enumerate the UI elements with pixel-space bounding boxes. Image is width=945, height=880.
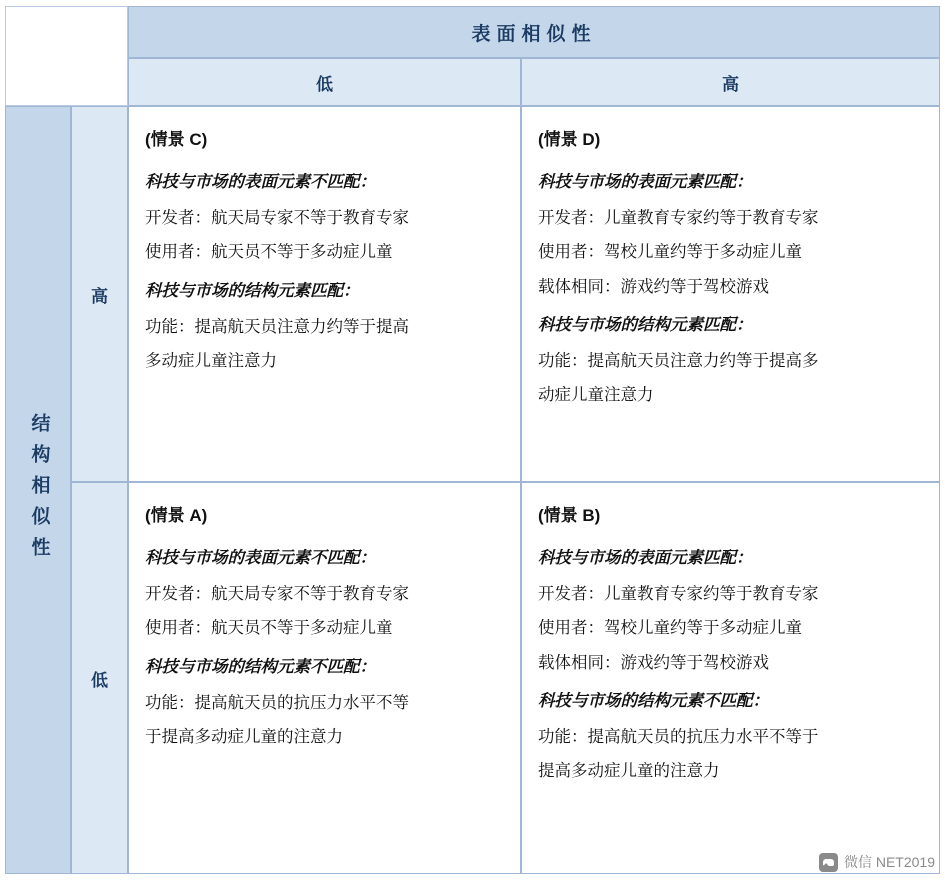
quadrant-a-structure-line: 功能：提高航天员的抗压力水平不等 xyxy=(145,693,409,712)
quadrant-d-surface-line: 使用者：驾校儿童约等于多动症儿童 xyxy=(538,243,802,262)
quadrant-a-structure-line: 于提高多动症儿童的注意力 xyxy=(145,728,343,746)
quadrant-c-structure-line: 功能：提高航天员注意力约等于提高 xyxy=(145,317,409,336)
quadrant-d-surface-label: 科技与市场的表面元素匹配： xyxy=(538,173,753,192)
quadrant-c-structure-line: 多动症儿童注意力 xyxy=(145,352,277,370)
quadrant-a xyxy=(128,482,521,874)
row-header-high xyxy=(71,106,128,482)
wechat-icon xyxy=(819,853,838,872)
quadrant-d-structure-line: 功能：提高航天员注意力约等于提高多 xyxy=(538,352,819,370)
quadrant-a-surface-label: 科技与市场的表面元素不匹配： xyxy=(145,549,376,568)
comparison-matrix xyxy=(5,6,940,874)
quadrant-c-surface-line: 使用者：航天员不等于多动症儿童 xyxy=(145,243,393,262)
quadrant-c-surface-label: 科技与市场的表面元素不匹配： xyxy=(145,173,376,192)
row-header-high-label: 高 xyxy=(91,286,108,306)
quadrant-d xyxy=(521,106,940,482)
row-axis-header xyxy=(5,106,71,874)
quadrant-d-surface-line: 开发者：儿童教育专家约等于教育专家 xyxy=(538,209,819,228)
quadrant-c-structure-label: 科技与市场的结构元素匹配： xyxy=(145,281,360,300)
quadrant-c xyxy=(128,106,521,482)
column-header-low: 低 xyxy=(128,58,521,106)
quadrant-b-surface-line: 开发者：儿童教育专家约等于教育专家 xyxy=(538,585,819,604)
watermark-label: 微信 NET2019 xyxy=(843,854,935,870)
quadrant-c-surface-line: 开发者：航天局专家不等于教育专家 xyxy=(145,209,409,228)
quadrant-a-surface-line: 开发者：航天局专家不等于教育专家 xyxy=(145,585,409,604)
quadrant-b-title: (情景 B) xyxy=(538,506,601,525)
row-axis-header-label: 结构相似性 xyxy=(28,412,50,568)
quadrant-a-title: (情景 A) xyxy=(145,506,208,525)
quadrant-b-structure-line: 提高多动症儿童的注意力 xyxy=(538,762,720,781)
quadrant-b-structure-label: 科技与市场的结构元素不匹配： xyxy=(538,691,769,710)
quadrant-b-surface-line: 载体相同：游戏约等于驾校游戏 xyxy=(538,653,769,672)
quadrant-d-structure-label: 科技与市场的结构元素匹配： xyxy=(538,315,753,334)
quadrant-d-structure-line: 动症儿童注意力 xyxy=(538,386,654,405)
quadrant-b-surface-line: 使用者：驾校儿童约等于多动症儿童 xyxy=(538,619,802,638)
column-header-high: 高 xyxy=(521,58,940,106)
row-header-low-label: 低 xyxy=(91,670,108,690)
quadrant-a-structure-label: 科技与市场的结构元素不匹配： xyxy=(145,657,376,676)
quadrant-b-structure-line: 功能：提高航天员的抗压力水平不等于 xyxy=(538,728,819,746)
quadrant-a-surface-line: 使用者：航天员不等于多动症儿童 xyxy=(145,619,393,638)
quadrant-b xyxy=(521,482,940,874)
quadrant-c-title: (情景 C) xyxy=(145,130,208,149)
quadrant-d-surface-line: 载体相同：游戏约等于驾校游戏 xyxy=(538,277,769,296)
column-axis-header: 表面相似性 xyxy=(128,6,940,58)
row-header-low xyxy=(71,482,128,874)
matrix-corner xyxy=(5,6,128,106)
quadrant-b-surface-label: 科技与市场的表面元素匹配： xyxy=(538,549,753,568)
quadrant-d-title: (情景 D) xyxy=(538,130,601,149)
watermark xyxy=(819,852,935,872)
